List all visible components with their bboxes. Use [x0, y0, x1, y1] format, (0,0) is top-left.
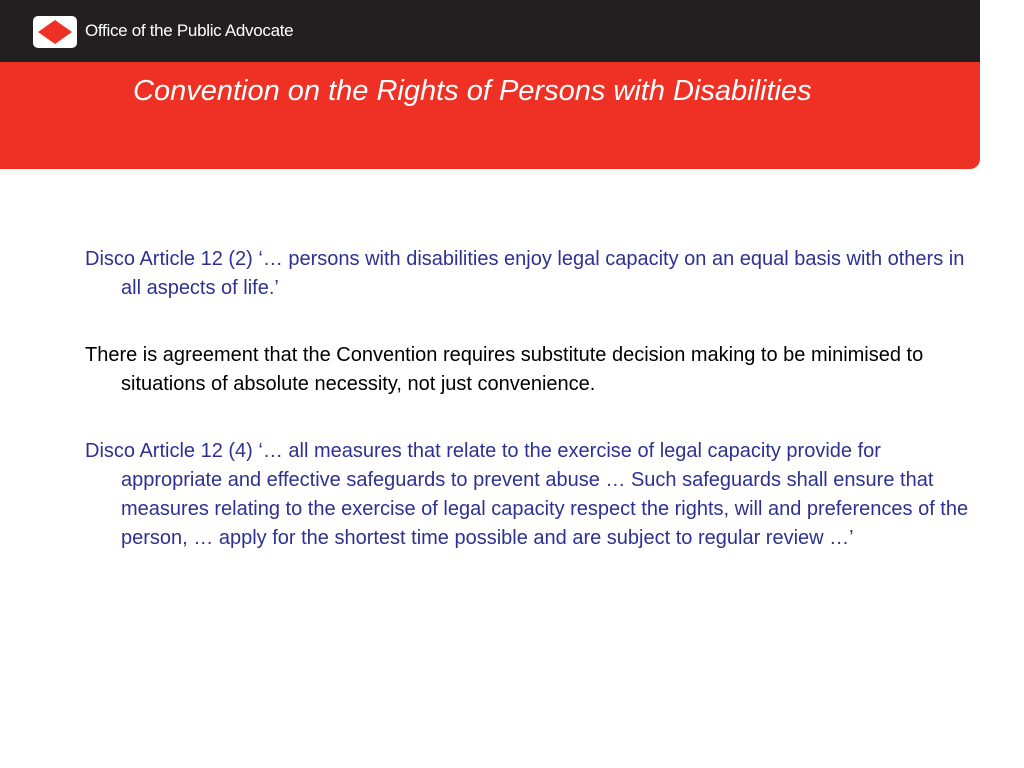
organization-name: Office of the Public Advocate [85, 21, 294, 40]
paragraph-article-12-2: Disco Article 12 (2) ‘… persons with disabilities enjoy legal capacity on an equal basis with others in all aspects of life.’ [85, 248, 965, 299]
paragraph-article-12-4: Disco Article 12 (4) ‘… all measures that relate to the exercise of legal capacity provide for appropriate and effective safeguards to prevent abuse … Such safeguards shall ensure that measures relating to the exercise of legal capacity respect the rights, will and preferences of the person, … apply for the shortest time possible and are subject to regular review …’ [85, 440, 969, 549]
organization-logo-icon [33, 16, 77, 48]
header-bar [0, 0, 980, 62]
paragraph-agreement: There is agreement that the Convention requires substitute decision making to be minimised to situations of absolute necessity, not just convenience. [85, 344, 924, 395]
slide-body [85, 245, 980, 591]
slide-title: Convention on the Rights of Persons with Disabilities [133, 75, 812, 107]
